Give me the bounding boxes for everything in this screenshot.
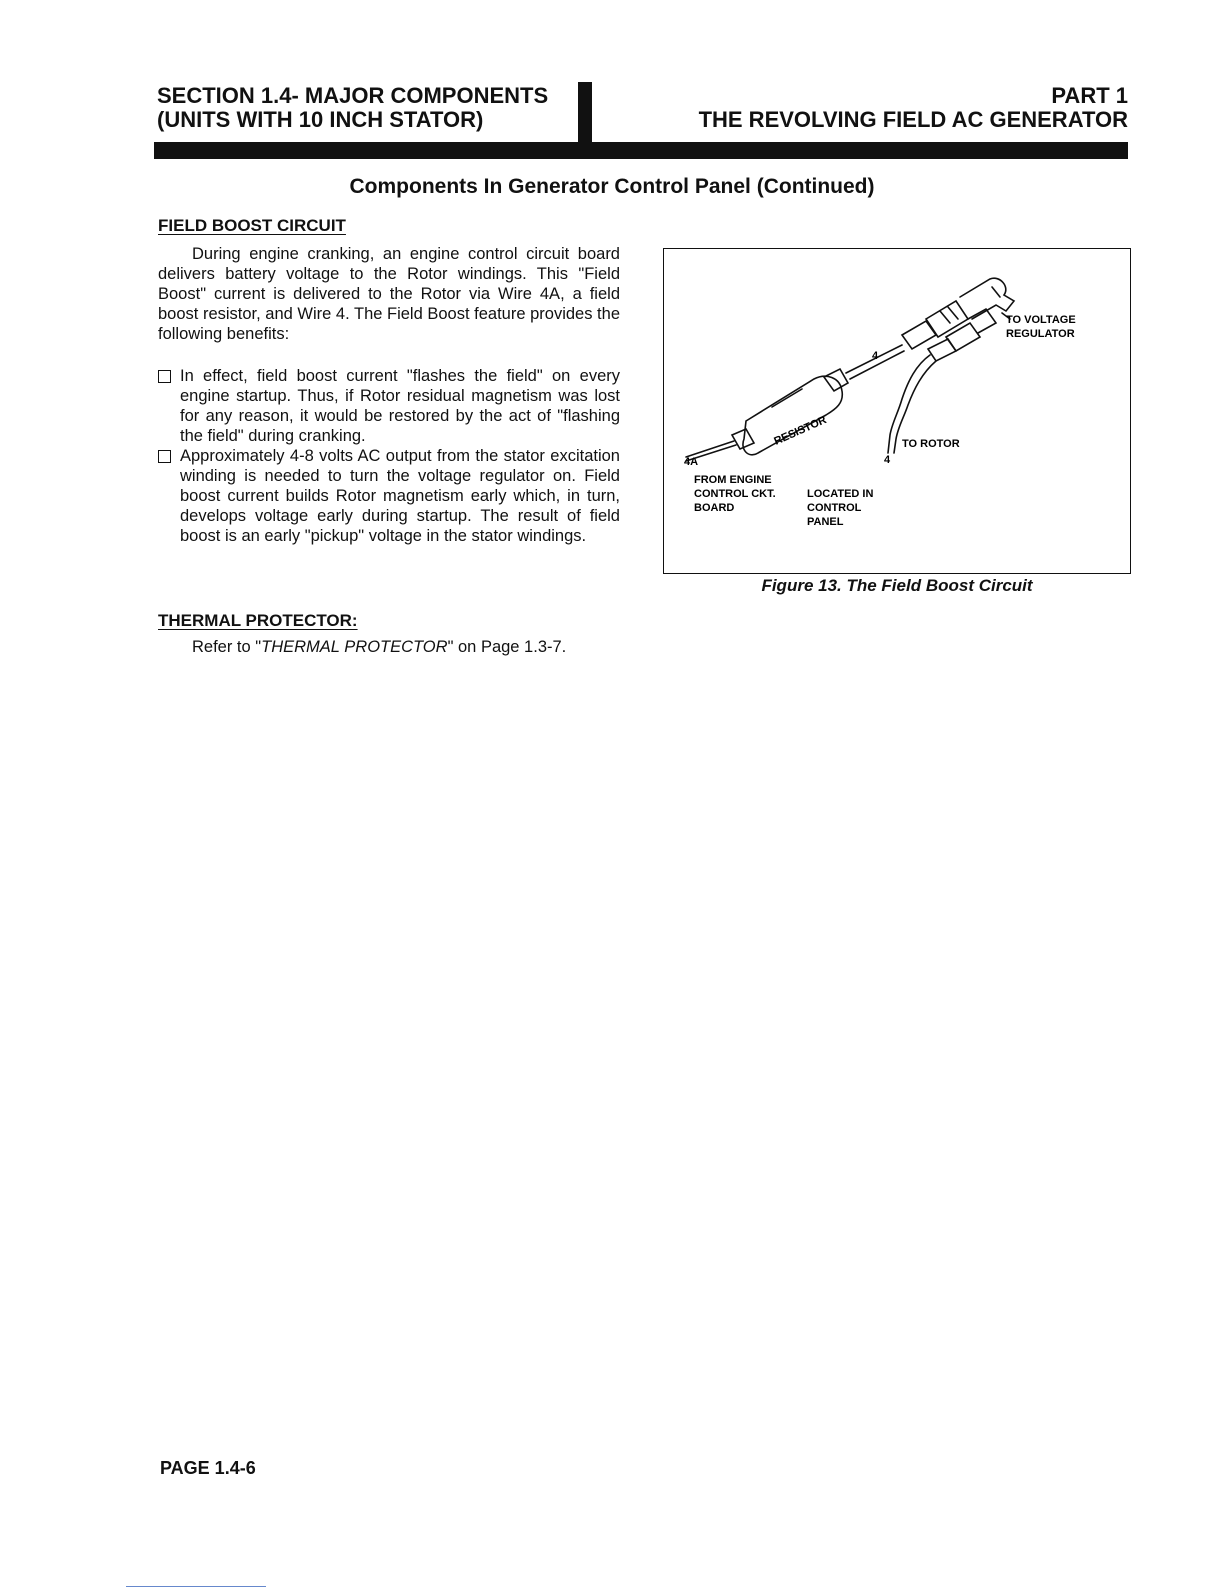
page-title: Components In Generator Control Panel (Continued) (349, 175, 875, 198)
thermal-protector-section (158, 611, 620, 657)
figure-caption: Figure 13. The Field Boost Circuit (761, 576, 1033, 595)
label-from-2: CONTROL CKT. (694, 488, 776, 500)
field-boost-bullet-1 (158, 366, 620, 446)
thermal-ref-link: THERMAL PROTECTOR (261, 638, 448, 656)
spade-slot (992, 287, 1000, 297)
resistor-highlight (772, 389, 802, 407)
checkbox-icon (158, 450, 171, 463)
header-part-line1: PART 1 (1051, 83, 1128, 108)
checkbox-icon (158, 370, 171, 383)
header-section-line2: (UNITS WITH 10 INCH STATOR) (157, 107, 484, 132)
label-located-3: PANEL (807, 516, 844, 528)
lower-connector-sleeve (928, 339, 956, 361)
wire-4a (686, 441, 734, 457)
label-located-2: CONTROL (807, 502, 862, 514)
field-boost-bullet-2 (158, 446, 620, 546)
label-resistor: RESISTOR (772, 413, 829, 448)
label-located-1: LOCATED IN (807, 488, 874, 500)
spade-terminal (960, 278, 1014, 319)
lower-connector-body (946, 323, 980, 351)
label-to-rotor: TO ROTOR (902, 438, 960, 450)
field-boost-diagram (664, 249, 1130, 573)
label-from-3: BOARD (694, 502, 735, 514)
page-number: PAGE 1.4-6 (160, 1458, 256, 1478)
label-to-voltage-2: REGULATOR (1006, 328, 1075, 340)
label-4-upper: 4 (872, 350, 879, 362)
field-boost-bullet-2-text: Approximately 4-8 volts AC output from the stator excitation winding is needed to turn the voltage regulator on. Field boost current builds Rotor magnetism early which, in turn, develops voltage early during startup. The result of field boost is an early "pickup" voltage in the stator windings. (180, 447, 620, 545)
label-to-voltage-1: TO VOLTAGE (1006, 314, 1076, 326)
resistor-body (743, 376, 842, 455)
figure-13-box (663, 248, 1131, 574)
label-4-lower: 4 (884, 454, 891, 466)
header-rule (154, 142, 1128, 159)
field-boost-intro: During engine cranking, an engine control circuit board delivers battery voltage to the Rotor windings. This "Field Boost" current is delivered to the Rotor via Wire 4A, a field boost resistor, and Wire 4. The Field Boost feature provides the following benefits: (158, 245, 620, 343)
field-boost-heading: FIELD BOOST CIRCUIT (158, 216, 346, 235)
thermal-protector-heading: THERMAL PROTECTOR: (158, 611, 358, 630)
field-boost-bullet-1-text: In effect, field boost current "flashes the field" on every engine startup. Thus, if Rotor residual magnetism was lost for any reason, it would be restored by the act of "flashing the field" during cranking. (180, 367, 620, 445)
header-part-line2: THE REVOLVING FIELD AC GENERATOR (698, 107, 1128, 132)
thermal-ref-prefix: Refer to " (192, 638, 262, 656)
thermal-protector-reference (158, 637, 620, 657)
header-part-title (699, 84, 1128, 132)
label-4a: 4A (684, 456, 699, 468)
thermal-ref-suffix: " on Page 1.3-7. (447, 638, 567, 656)
header-section-title (157, 84, 548, 132)
header-section-line1: SECTION 1.4- MAJOR COMPONENTS (157, 83, 549, 108)
field-boost-section (158, 216, 620, 546)
label-from-1: FROM ENGINE (694, 474, 772, 486)
